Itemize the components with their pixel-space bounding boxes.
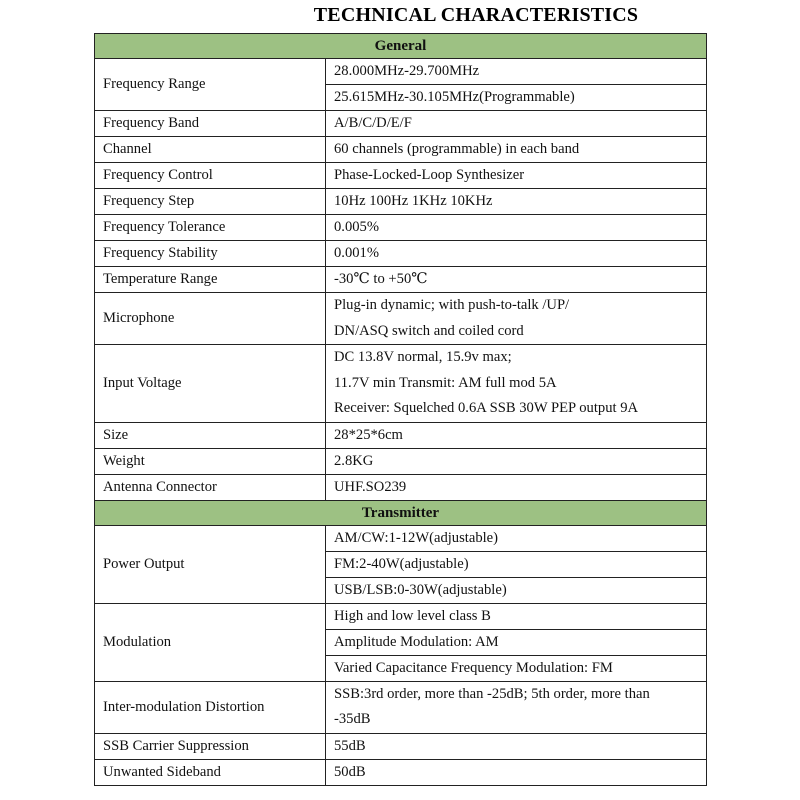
spec-row-microphone — [95, 293, 707, 345]
spec-value — [326, 681, 707, 733]
spec-value: A/B/C/D/E/F — [326, 111, 707, 137]
spec-row-channel — [95, 137, 707, 163]
spec-label: Frequency Stability — [95, 241, 326, 267]
spec-row-input-voltage — [95, 345, 707, 423]
spec-row-unwanted-sideband — [95, 759, 707, 785]
spec-value: 0.005% — [326, 215, 707, 241]
spec-label: Antenna Connector — [95, 474, 326, 500]
spec-value: -30℃ to +50℃ — [326, 267, 707, 293]
spec-label: Frequency Tolerance — [95, 215, 326, 241]
spec-label: Unwanted Sideband — [95, 759, 326, 785]
spec-label: SSB Carrier Suppression — [95, 733, 326, 759]
spec-value: AM/CW:1-12W(adjustable) — [326, 525, 707, 551]
spec-value: 55dB — [326, 733, 707, 759]
spec-row-temperature-range — [95, 267, 707, 293]
spec-value: Varied Capacitance Frequency Modulation: FM — [326, 655, 707, 681]
spec-value: 0.001% — [326, 241, 707, 267]
spec-row-frequency-tolerance — [95, 215, 707, 241]
spec-row-frequency-stability — [95, 241, 707, 267]
spec-row-ssb-carrier-suppression — [95, 733, 707, 759]
spec-row-modulation — [95, 603, 707, 629]
spec-label: Size — [95, 422, 326, 448]
spec-row-frequency-band — [95, 111, 707, 137]
spec-value: 28*25*6cm — [326, 422, 707, 448]
spec-label: Frequency Band — [95, 111, 326, 137]
spec-label: Modulation — [95, 603, 326, 681]
spec-value: High and low level class B — [326, 603, 707, 629]
section-heading: General — [95, 34, 707, 59]
spec-value: FM:2-40W(adjustable) — [326, 551, 707, 577]
spec-value: 10Hz 100Hz 1KHz 10KHz — [326, 189, 707, 215]
spec-row-frequency-range — [95, 59, 707, 85]
spec-value-line: Plug-in dynamic; with push-to-talk /UP/ — [334, 297, 570, 313]
spec-value: Amplitude Modulation: AM — [326, 629, 707, 655]
spec-value: Phase-Locked-Loop Synthesizer — [326, 163, 707, 189]
spec-label: Temperature Range — [95, 267, 326, 293]
spec-value — [326, 345, 707, 423]
spec-value-line: Receiver: Squelched 0.6A SSB 30W PEP output 9A — [334, 400, 639, 416]
spec-label: Frequency Control — [95, 163, 326, 189]
section-heading: Transmitter — [95, 500, 707, 525]
spec-value: 2.8KG — [326, 448, 707, 474]
spec-row-weight — [95, 448, 707, 474]
spec-value: 60 channels (programmable) in each band — [326, 137, 707, 163]
spec-value: 50dB — [326, 759, 707, 785]
spec-value: 25.615MHz-30.105MHz(Programmable) — [326, 85, 707, 111]
spec-label: Inter-modulation Distortion — [95, 681, 326, 733]
spec-label: Weight — [95, 448, 326, 474]
section-header-transmitter — [95, 500, 707, 525]
spec-row-frequency-control — [95, 163, 707, 189]
spec-row-frequency-step — [95, 189, 707, 215]
spec-value-line: DN/ASQ switch and coiled cord — [334, 322, 524, 339]
spec-row-power-output — [95, 525, 707, 551]
spec-value-line: SSB:3rd order, more than -25dB; 5th order, more than — [334, 685, 650, 702]
spec-value-line: -35dB — [334, 711, 371, 727]
spec-label: Channel — [95, 137, 326, 163]
spec-label: Frequency Range — [95, 59, 326, 111]
spec-value: UHF.SO239 — [326, 474, 707, 500]
spec-value-line: DC 13.8V normal, 15.9v max; — [334, 349, 512, 365]
spec-label: Power Output — [95, 525, 326, 603]
spec-value — [326, 293, 707, 345]
spec-value: 28.000MHz-29.700MHz — [326, 59, 707, 85]
spec-row-antenna-connector — [95, 474, 707, 500]
spec-row-inter-modulation-distortion — [95, 681, 707, 733]
spec-label: Microphone — [95, 293, 326, 345]
page-title: TECHNICAL CHARACTERISTICS — [313, 4, 639, 26]
spec-table — [94, 33, 707, 786]
section-header-general — [95, 34, 707, 59]
spec-label: Frequency Step — [95, 189, 326, 215]
spec-value: USB/LSB:0-30W(adjustable) — [326, 577, 707, 603]
spec-row-size — [95, 422, 707, 448]
spec-value-line: 11.7V min Transmit: AM full mod 5A — [334, 374, 557, 391]
spec-label: Input Voltage — [95, 345, 326, 423]
